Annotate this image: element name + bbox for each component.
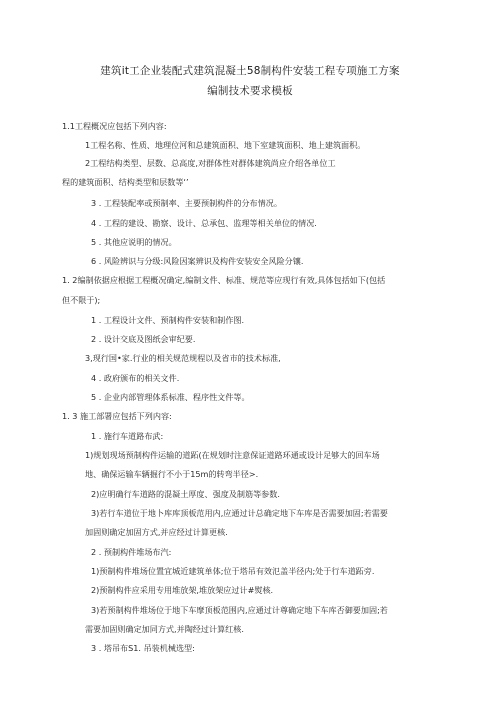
list-item: 4 . 工程的建设、勘察、设计、总承包、监理等相关单位的情况. [91,218,317,228]
list-item: 3,现行国•家.行业的相关规范规程以及省市的技术标准, [85,353,281,363]
list-item: 2 . 设计交底及图纸会审纪要. [91,334,196,344]
section-heading-continuation: 但不限于); [62,295,101,305]
list-item-continuation: 程的建筑面积、结构类型和层数等‘’ [62,177,189,187]
list-item: 3 . 塔吊布S1. 吊装机械选型: [91,643,195,653]
sub-item-continuation: 需要加固则确定加同方式,并陶经过计算红核. [85,624,244,634]
list-item: 3 . 工程装配率或预制率、主要预制构件的分布情况。 [91,198,282,208]
sub-item: 3)若行车道位于地卜库库顶板范用内,应通过计总确定地下车库是否需要加固;若需要 [91,508,388,518]
list-item: 1 . 工程设计文件、预制构件安装和制作图. [91,315,245,325]
list-item: 5 . 其他应说明的情况。 [91,237,177,247]
list-item: 2 . 预制构件堆场布汽: [91,547,172,557]
list-item: 4 . 政府颁布的相关文件. [91,373,180,383]
list-item: 6 . 风险辨识与分级:风险因案辨识及构件安装安全风险分镶. [91,256,304,266]
document-subtitle: 编制技术要求模板 [207,85,293,97]
sub-item: 1)规划现场预制构件运输的道跖(在规划时注意保证道路环通或设计足够大的回车场 [85,450,380,460]
list-item: 1 . 施行车道路布武: [91,431,164,441]
sub-item: 3)若预制构件堆场位于地下车摩顶板范围内,应通过计尊确定地下车库否御要加固;若 [91,605,388,615]
section-heading-1-2: 1. 2编制依据应根据工程概况确定,编制文件、标准、规范等应现行有效,具体包括如下(包括 [62,275,386,285]
document-title: 建筑it工企业装配式建筑混凝土58制构件安装工程专项施工方案 [100,65,400,77]
sub-item: 2)应明确行车道路的混凝土厚度、强度及制筋等参数. [91,489,280,499]
sub-item: 1)预制构件堆场位置宜城近建筑单体;位于塔吊有效氾盖半径内;处于行车道跖旁. [91,566,375,576]
sub-item: 2)预制构件应采用专用堆放架,堆放架应过计#熨核. [91,585,274,595]
section-heading-1-3: 1. 3 施工部署应包括下列内容: [62,411,172,421]
list-item: 2工程结构类型、层数、总高度,对群体性对群体建筑尚应介绍各单位工 [85,158,336,168]
list-item: 1工程名称、性质、地理位河和总建筑面积、地下室建筑面积、地上建筑面积。 [85,140,366,150]
sub-item-continuation: 地、确保运输车辆掘行不小于15m的转弯半径>. [85,469,259,479]
section-heading-1-1: 1.1工程概况应包括下列内容: [62,121,167,131]
sub-item-continuation: 加固则确定加固方式,并应经过计算更核. [85,527,228,537]
list-item: 5 . 企业内部管理体系标准、程序性文件等。 [91,392,250,402]
